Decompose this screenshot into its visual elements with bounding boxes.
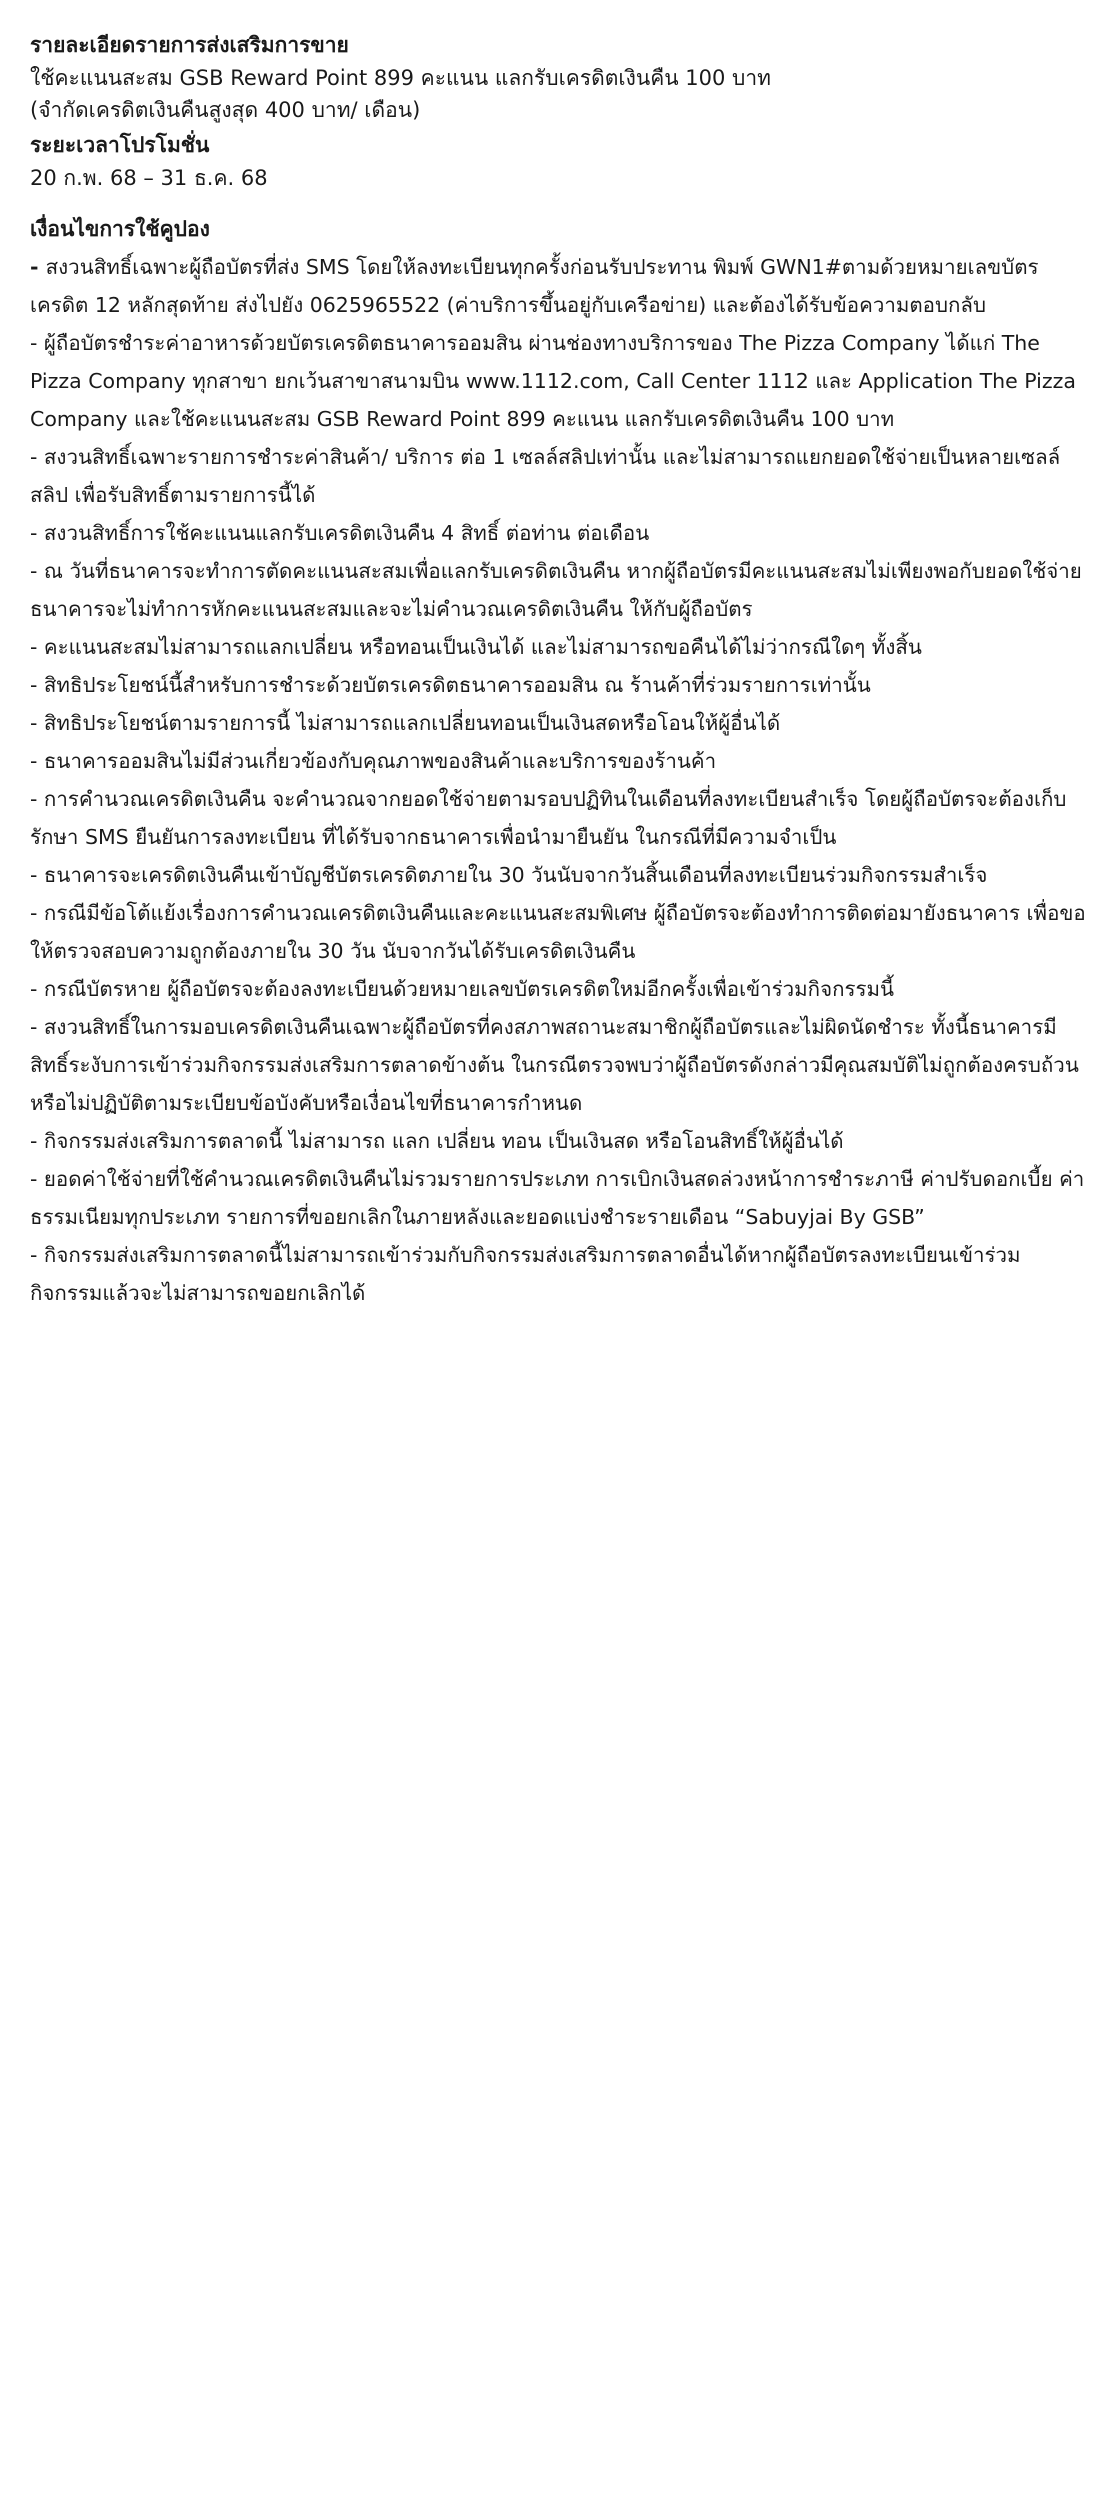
promotion-details-heading: รายละเอียดรายการส่งเสริมการขาย <box>30 33 349 57</box>
list-item: - ธนาคารออมสินไม่มีส่วนเกี่ยวข้องกับคุณภาพของสินค้าและบริการของร้านค้า <box>30 749 717 773</box>
term-text: ยอดค่าใช้จ่ายที่ใช้คำนวณเครดิตเงินคืนไม่รวมรายการประเภท การเบิกเงินสดล่วงหน้าการชำระภาษี ค่าปรับดอกเบี้ย ค่าธรรมเนียมทุกประเภท รายการที่ขอยกเลิกในภายหลังและยอดแบ่งชำระรายเดือน “Sabuyjai By GSB” <box>30 1167 1085 1229</box>
term-text: กรณีมีข้อโต้แย้งเรื่องการคำนวณเครดิตเงินคืนและคะแนนสะสมพิเศษ ผู้ถือบัตรจะต้องทำการติดต่อมายังธนาคาร เพื่อขอให้ตรวจสอบความถูกต้องภายใน 30 วัน นับจากวันได้รับเครดิตเงินคืน <box>30 901 1086 963</box>
list-item: - สิทธิประโยชน์ตามรายการนี้ ไม่สามารถแลกเปลี่ยนทอนเป็นเงินสดหรือโอนให้ผู้อื่นได้ <box>30 711 781 735</box>
term-text: ธนาคารออมสินไม่มีส่วนเกี่ยวข้องกับคุณภาพของสินค้าและบริการของร้านค้า <box>43 749 717 773</box>
term-text: สิทธิประโยชน์นี้สำหรับการชำระด้วยบัตรเครดิตธนาคารออมสิน ณ ร้านค้าที่ร่วมรายการเท่านั้น <box>43 673 871 697</box>
list-item: - สงวนสิทธิ์ในการมอบเครดิตเงินคืนเฉพาะผู้ถือบัตรที่คงสภาพสถานะสมาชิกผู้ถือบัตรและไม่ผิดนัดชำระ ทั้งนี้ธนาคารมีสิทธิ์ระงับการเข้าร่วมกิจกรรมส่งเสริมการตลาดข้างต้น ในกรณีตรวจพบว่าผู้ถือบัตรดังกล่าวมีคุณสมบัติไม่ถูกต้องครบถ้วน หรือไม่ปฏิบัติตามระเบียบข้อบังคับหรือเงื่อนไขที่ธนาคารกำหนด <box>30 1015 1079 1115</box>
term-text: สงวนสิทธิ์เฉพาะผู้ถือบัตรที่ส่ง SMS โดยให้ลงทะเบียนทุกครั้งก่อนรับประทาน พิมพ์ GWN1#ตามด้วยหมายเลขบัตรเครดิต 12 หลักสุดท้าย ส่งไปยัง 0625965522 (ค่าบริการขึ้นอยู่กับเครือข่าย) และต้องได้รับข้อความตอบกลับ <box>30 255 1039 317</box>
term-text: สงวนสิทธิ์เฉพาะรายการชำระค่าสินค้า/ บริการ ต่อ 1 เซลล์สลิปเท่านั้น และไม่สามารถแยกยอดใช้จ่ายเป็นหลายเซลล์สลิป เพื่อรับสิทธิ์ตามรายการนี้ได้ <box>30 445 1061 507</box>
list-item: - สงวนสิทธิ์เฉพาะผู้ถือบัตรที่ส่ง SMS โดยให้ลงทะเบียนทุกครั้งก่อนรับประทาน พิมพ์ GWN1#ตามด้วยหมายเลขบัตรเครดิต 12 หลักสุดท้าย ส่งไปยัง 0625965522 (ค่าบริการขึ้นอยู่กับเครือข่าย) และต้องได้รับข้อความตอบกลับ <box>30 255 1039 317</box>
promotion-period-value: 20 ก.พ. 68 – 31 ธ.ค. 68 <box>30 166 268 190</box>
coupon-terms-heading: เงื่อนไขการใช้คูปอง <box>30 217 210 241</box>
list-item: - ผู้ถือบัตรชำระค่าอาหารด้วยบัตรเครดิตธนาคารออมสิน ผ่านช่องทางบริการของ The Pizza Company ได้แก่ The Pizza Company ทุกสาขา ยกเว้นสาขาสนามบิน www.1112.com, Call Center 1112 และ Application The Pizza Company และใช้คะแนนสะสม GSB Reward Point 899 คะแนน แลกรับเครดิตเงินคืน 100 บาท <box>30 331 1076 431</box>
list-item: - กิจกรรมส่งเสริมการตลาดนี้ไม่สามารถเข้าร่วมกับกิจกรรมส่งเสริมการตลาดอื่นได้หากผู้ถือบัตรลงทะเบียนเข้าร่วมกิจกรรมแล้วจะไม่สามารถขอยกเลิกได้ <box>30 1243 1021 1305</box>
list-item: - สงวนสิทธิ์การใช้คะแนนแลกรับเครดิตเงินคืน 4 สิทธิ์ ต่อท่าน ต่อเดือน <box>30 521 650 545</box>
term-text: สิทธิประโยชน์ตามรายการนี้ ไม่สามารถแลกเปลี่ยนทอนเป็นเงินสดหรือโอนให้ผู้อื่นได้ <box>43 711 781 735</box>
term-text: สงวนสิทธิ์ในการมอบเครดิตเงินคืนเฉพาะผู้ถือบัตรที่คงสภาพสถานะสมาชิกผู้ถือบัตรและไม่ผิดนัดชำระ ทั้งนี้ธนาคารมีสิทธิ์ระงับการเข้าร่วมกิจกรรมส่งเสริมการตลาดข้างต้น ในกรณีตรวจพบว่าผู้ถือบัตรดังกล่าวมีคุณสมบัติไม่ถูกต้องครบถ้วน หรือไม่ปฏิบัติตามระเบียบข้อบังคับหรือเงื่อนไขที่ธนาคารกำหนด <box>30 1015 1079 1115</box>
term-text: กิจกรรมส่งเสริมการตลาดนี้ไม่สามารถเข้าร่วมกับกิจกรรมส่งเสริมการตลาดอื่นได้หากผู้ถือบัตรลงทะเบียนเข้าร่วมกิจกรรมแล้วจะไม่สามารถขอยกเลิกได้ <box>30 1243 1021 1305</box>
promotion-details-section <box>30 28 1090 126</box>
term-text: คะแนนสะสมไม่สามารถแลกเปลี่ยน หรือทอนเป็นเงินได้ และไม่สามารถขอคืนได้ไม่ว่ากรณีใดๆ ทั้งสิ้น <box>43 635 922 659</box>
promotion-period-heading: ระยะเวลาโปรโมชั่น <box>30 133 210 157</box>
list-item: - สิทธิประโยชน์นี้สำหรับการชำระด้วยบัตรเครดิตธนาคารออมสิน ณ ร้านค้าที่ร่วมรายการเท่านั้น <box>30 673 871 697</box>
term-text: ผู้ถือบัตรชำระค่าอาหารด้วยบัตรเครดิตธนาคารออมสิน ผ่านช่องทางบริการของ The Pizza Company ได้แก่ The Pizza Company ทุกสาขา ยกเว้นสาขาสนามบิน www.1112.com, Call Center 1112 และ Application The Pizza Company และใช้คะแนนสะสม GSB Reward Point 899 คะแนน แลกรับเครดิตเงินคืน 100 บาท <box>30 331 1076 431</box>
term-text: ธนาคารจะเครดิตเงินคืนเข้าบัญชีบัตรเครดิตภายใน 30 วันนับจากวันสิ้นเดือนที่ลงทะเบียนร่วมกิจกรรมสำเร็จ <box>43 863 988 887</box>
term-text: สงวนสิทธิ์การใช้คะแนนแลกรับเครดิตเงินคืน 4 สิทธิ์ ต่อท่าน ต่อเดือน <box>43 521 650 545</box>
term-text: กรณีบัตรหาย ผู้ถือบัตรจะต้องลงทะเบียนด้วยหมายเลขบัตรเครดิตใหม่อีกครั้งเพื่อเข้าร่วมกิจกรรมนี้ <box>43 977 895 1001</box>
list-item: - กรณีบัตรหาย ผู้ถือบัตรจะต้องลงทะเบียนด้วยหมายเลขบัตรเครดิตใหม่อีกครั้งเพื่อเข้าร่วมกิจกรรมนี้ <box>30 977 895 1001</box>
coupon-terms-list <box>30 248 1090 1312</box>
list-item: - การคำนวณเครดิตเงินคืน จะคำนวณจากยอดใช้จ่ายตามรอบปฏิทินในเดือนที่ลงทะเบียนสำเร็จ โดยผู้ถือบัตรจะต้องเก็บรักษา SMS ยืนยันการลงทะเบียน ที่ได้รับจากธนาคารเพื่อนำมายืนยัน ในกรณีที่มีความจำเป็น <box>30 787 1067 849</box>
list-item: - กรณีมีข้อโต้แย้งเรื่องการคำนวณเครดิตเงินคืนและคะแนนสะสมพิเศษ ผู้ถือบัตรจะต้องทำการติดต่อมายังธนาคาร เพื่อขอให้ตรวจสอบความถูกต้องภายใน 30 วัน นับจากวันได้รับเครดิตเงินคืน <box>30 901 1086 963</box>
promotion-details-limit-line: (จำกัดเครดิตเงินคืนสูงสุด 400 บาท/ เดือน) <box>30 98 421 122</box>
term-text: กิจกรรมส่งเสริมการตลาดนี้ ไม่สามารถ แลก เปลี่ยน ทอน เป็นเงินสด หรือโอนสิทธิ์ให้ผู้อื่นได้ <box>43 1129 844 1153</box>
list-item: - คะแนนสะสมไม่สามารถแลกเปลี่ยน หรือทอนเป็นเงินได้ และไม่สามารถขอคืนได้ไม่ว่ากรณีใดๆ ทั้งสิ้น <box>30 635 922 659</box>
term-text: การคำนวณเครดิตเงินคืน จะคำนวณจากยอดใช้จ่ายตามรอบปฏิทินในเดือนที่ลงทะเบียนสำเร็จ โดยผู้ถือบัตรจะต้องเก็บรักษา SMS ยืนยันการลงทะเบียน ที่ได้รับจากธนาคารเพื่อนำมายืนยัน ในกรณีที่มีความจำเป็น <box>30 787 1067 849</box>
list-item: - ยอดค่าใช้จ่ายที่ใช้คำนวณเครดิตเงินคืนไม่รวมรายการประเภท การเบิกเงินสดล่วงหน้าการชำระภาษี ค่าปรับดอกเบี้ย ค่าธรรมเนียมทุกประเภท รายการที่ขอยกเลิกในภายหลังและยอดแบ่งชำระรายเดือน “Sabuyjai By GSB” <box>30 1167 1085 1229</box>
term-text: ณ วันที่ธนาคารจะทำการตัดคะแนนสะสมเพื่อแลกรับเครดิตเงินคืน หากผู้ถือบัตรมีคะแนนสะสมไม่เพียงพอกับยอดใช้จ่าย ธนาคารจะไม่ทำการหักคะแนนสะสมและจะไม่คำนวณเครดิตเงินคืน ให้กับผู้ถือบัตร <box>30 559 1082 621</box>
coupon-terms-section <box>30 212 1090 1312</box>
list-item: - ณ วันที่ธนาคารจะทำการตัดคะแนนสะสมเพื่อแลกรับเครดิตเงินคืน หากผู้ถือบัตรมีคะแนนสะสมไม่เพียงพอกับยอดใช้จ่าย ธนาคารจะไม่ทำการหักคะแนนสะสมและจะไม่คำนวณเครดิตเงินคืน ให้กับผู้ถือบัตร <box>30 559 1082 621</box>
list-item: - กิจกรรมส่งเสริมการตลาดนี้ ไม่สามารถ แลก เปลี่ยน ทอน เป็นเงินสด หรือโอนสิทธิ์ให้ผู้อื่นได้ <box>30 1129 844 1153</box>
list-item: - สงวนสิทธิ์เฉพาะรายการชำระค่าสินค้า/ บริการ ต่อ 1 เซลล์สลิปเท่านั้น และไม่สามารถแยกยอดใช้จ่ายเป็นหลายเซลล์สลิป เพื่อรับสิทธิ์ตามรายการนี้ได้ <box>30 445 1061 507</box>
promotion-period-section <box>30 128 1090 194</box>
list-item: - ธนาคารจะเครดิตเงินคืนเข้าบัญชีบัตรเครดิตภายใน 30 วันนับจากวันสิ้นเดือนที่ลงทะเบียนร่วมกิจกรรมสำเร็จ <box>30 863 988 887</box>
promotion-details-line: ใช้คะแนนสะสม GSB Reward Point 899 คะแนน แลกรับเครดิตเงินคืน 100 บาท <box>30 66 771 90</box>
